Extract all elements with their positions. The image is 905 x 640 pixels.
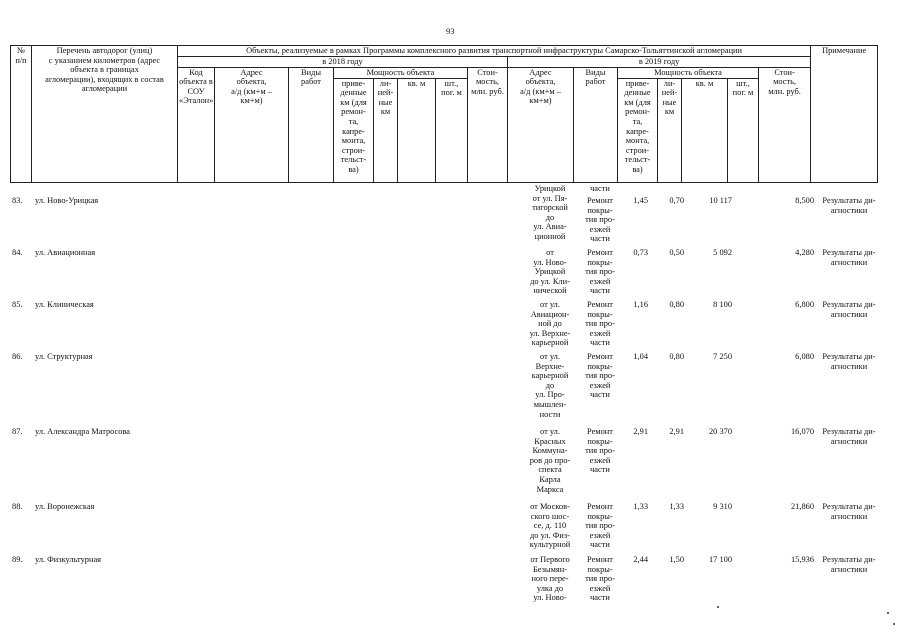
row-cost: 21,860	[790, 502, 814, 511]
row-num: 89.	[12, 555, 23, 564]
row-note: Результаты ди- агностики	[822, 555, 876, 574]
row-sqm: 8 100	[713, 300, 732, 309]
carry-over-works: части	[590, 184, 610, 193]
row-address: от ул. Авиацион- ной до ул. Верхне- карьерной	[529, 300, 571, 348]
carry-over-address: Урицкой от ул. Пя- тигорской до ул. Авиа- ционной	[532, 184, 568, 241]
row-cost: 4,280	[795, 248, 814, 257]
row-note: Результаты ди- агностики	[822, 352, 876, 371]
row-cost: 15,936	[790, 555, 814, 564]
row-note: Результаты ди- агностики	[822, 196, 876, 215]
row-road-name: ул. Авиационная	[35, 248, 96, 257]
row-reduced-km: 2,44	[633, 555, 648, 564]
row-road-name: ул. Александра Матросова	[35, 427, 131, 436]
row-road-name: ул. Воронежская	[35, 502, 95, 511]
row-linear-km: 0,80	[669, 352, 684, 361]
header-capacity-2019: Мощность объекта	[618, 67, 759, 78]
row-sqm: 10 117	[709, 196, 732, 205]
row-linear-km: 1,33	[669, 502, 684, 511]
row-linear-km: 0,70	[669, 196, 684, 205]
header-road-list: Перечень автодорог (улиц) с указанием километров (адрес объекта в границах агломерации), входящих в состав агломерации	[32, 46, 178, 183]
row-cost: 6,800	[795, 300, 814, 309]
row-works: Ремонт покры- тия про- езжей части	[585, 555, 615, 603]
header-num: № п/п	[11, 46, 32, 183]
row-road-name: ул. Ново-Урицкая	[35, 196, 99, 205]
page-number: 93	[446, 26, 455, 36]
header-cost-2018: Стои- мость, млн. руб.	[468, 67, 508, 182]
header-linear-km-2019: ли- ней- ные км	[658, 78, 682, 182]
row-num: 86.	[12, 352, 23, 361]
row-num: 88.	[12, 502, 23, 511]
row-note: Результаты ди- агностики	[822, 502, 876, 521]
row-sqm: 17 100	[708, 555, 732, 564]
row-address: от ул. Верхне- карьерной до ул. Про- мышлен- ности	[531, 352, 569, 419]
scan-speck	[893, 623, 895, 625]
row-cost: 16,070	[790, 427, 814, 436]
header-works-2019: Виды работ	[574, 67, 618, 182]
row-address: от Москов- ского шос- се, д. 110 до ул. Физ- культурной	[529, 502, 571, 550]
row-note: Результаты ди- агностики	[822, 300, 876, 319]
row-num: 87.	[12, 427, 23, 436]
row-cost: 8,500	[795, 196, 814, 205]
row-address: от Первого Безымян- ного пере- улка до ул. Ново-	[530, 555, 570, 603]
scan-speck	[717, 606, 719, 608]
header-pcs-2018: шт., пог. м	[436, 78, 468, 182]
row-works: Ремонт покры- тия про- езжей части	[585, 196, 615, 244]
header-reduced-km-2019: приве- денные км (для ремон- та, капре- монта, строи- тельст- ва)	[618, 78, 658, 182]
header-sqm-2019: кв. м	[682, 78, 728, 182]
header-capacity-2018: Мощность объекта	[334, 67, 468, 78]
row-road-name: ул. Структурная	[35, 352, 93, 361]
row-linear-km: 2,91	[669, 427, 684, 436]
row-sqm: 20 370	[708, 427, 732, 436]
row-reduced-km: 2,91	[633, 427, 648, 436]
row-note: Результаты ди- агностики	[822, 248, 876, 267]
row-works: Ремонт покры- тия про- езжей части	[585, 300, 615, 348]
row-reduced-km: 1,16	[633, 300, 648, 309]
row-works: Ремонт покры- тия про- езжей части	[585, 427, 615, 475]
row-reduced-km: 1,33	[633, 502, 648, 511]
row-reduced-km: 1,45	[633, 196, 648, 205]
header-note: Примечание	[811, 46, 878, 183]
row-note: Результаты ди- агностики	[822, 427, 876, 446]
row-works: Ремонт покры- тия про- езжей части	[585, 248, 615, 296]
header-linear-km-2018: ли- ней- ные км	[374, 78, 398, 182]
row-reduced-km: 1,04	[633, 352, 648, 361]
row-num: 84.	[12, 248, 23, 257]
row-linear-km: 1,50	[669, 555, 684, 564]
header-objects: Объекты, реализуемые в рамках Программы комплексного развития транспортной инфраструктуры Самарско-Тольяттинской агломерации	[178, 46, 811, 57]
header-pcs-2019: шт., пог. м	[728, 78, 759, 182]
row-address: от ул. Красных Коммуна- ров до про- спекта Карла Маркса	[529, 427, 571, 494]
header-works-2018: Виды работ	[289, 67, 334, 182]
header-year-2019: в 2019 году	[508, 57, 811, 68]
row-sqm: 7 250	[713, 352, 732, 361]
row-linear-km: 0,50	[669, 248, 684, 257]
row-road-name: ул. Физкультурная	[35, 555, 102, 564]
row-road-name: ул. Клиническая	[35, 300, 94, 309]
row-cost: 6,080	[795, 352, 814, 361]
header-reduced-km-2018: приве- денные км (для ремон- та, капре- монта, строи- тельст- ва)	[334, 78, 374, 182]
header-sqm-2018: кв. м	[398, 78, 436, 182]
header-code-2018: Код объекта в СОУ «Эталон»	[178, 67, 215, 182]
row-address: от ул. Ново- Урицкой до ул. Кли- нической	[530, 248, 570, 296]
header-cost-2019: Стои- мость, млн. руб.	[759, 67, 811, 182]
row-num: 83.	[12, 196, 23, 205]
row-sqm: 9 310	[713, 502, 732, 511]
row-num: 85.	[12, 300, 23, 309]
header-address-2019: Адрес объекта, а/д (км+м – км+м)	[508, 67, 574, 182]
row-linear-km: 0,80	[669, 300, 684, 309]
row-works: Ремонт покры- тия про- езжей части	[585, 502, 615, 550]
scan-speck	[887, 612, 889, 614]
row-works: Ремонт покры- тия про- езжей части	[585, 352, 615, 400]
header-year-2018: в 2018 году	[178, 57, 508, 68]
row-sqm: 5 092	[713, 248, 732, 257]
row-reduced-km: 0,73	[633, 248, 648, 257]
header-address-2018: Адрес объекта, а/д (км+м – км+м)	[215, 67, 289, 182]
